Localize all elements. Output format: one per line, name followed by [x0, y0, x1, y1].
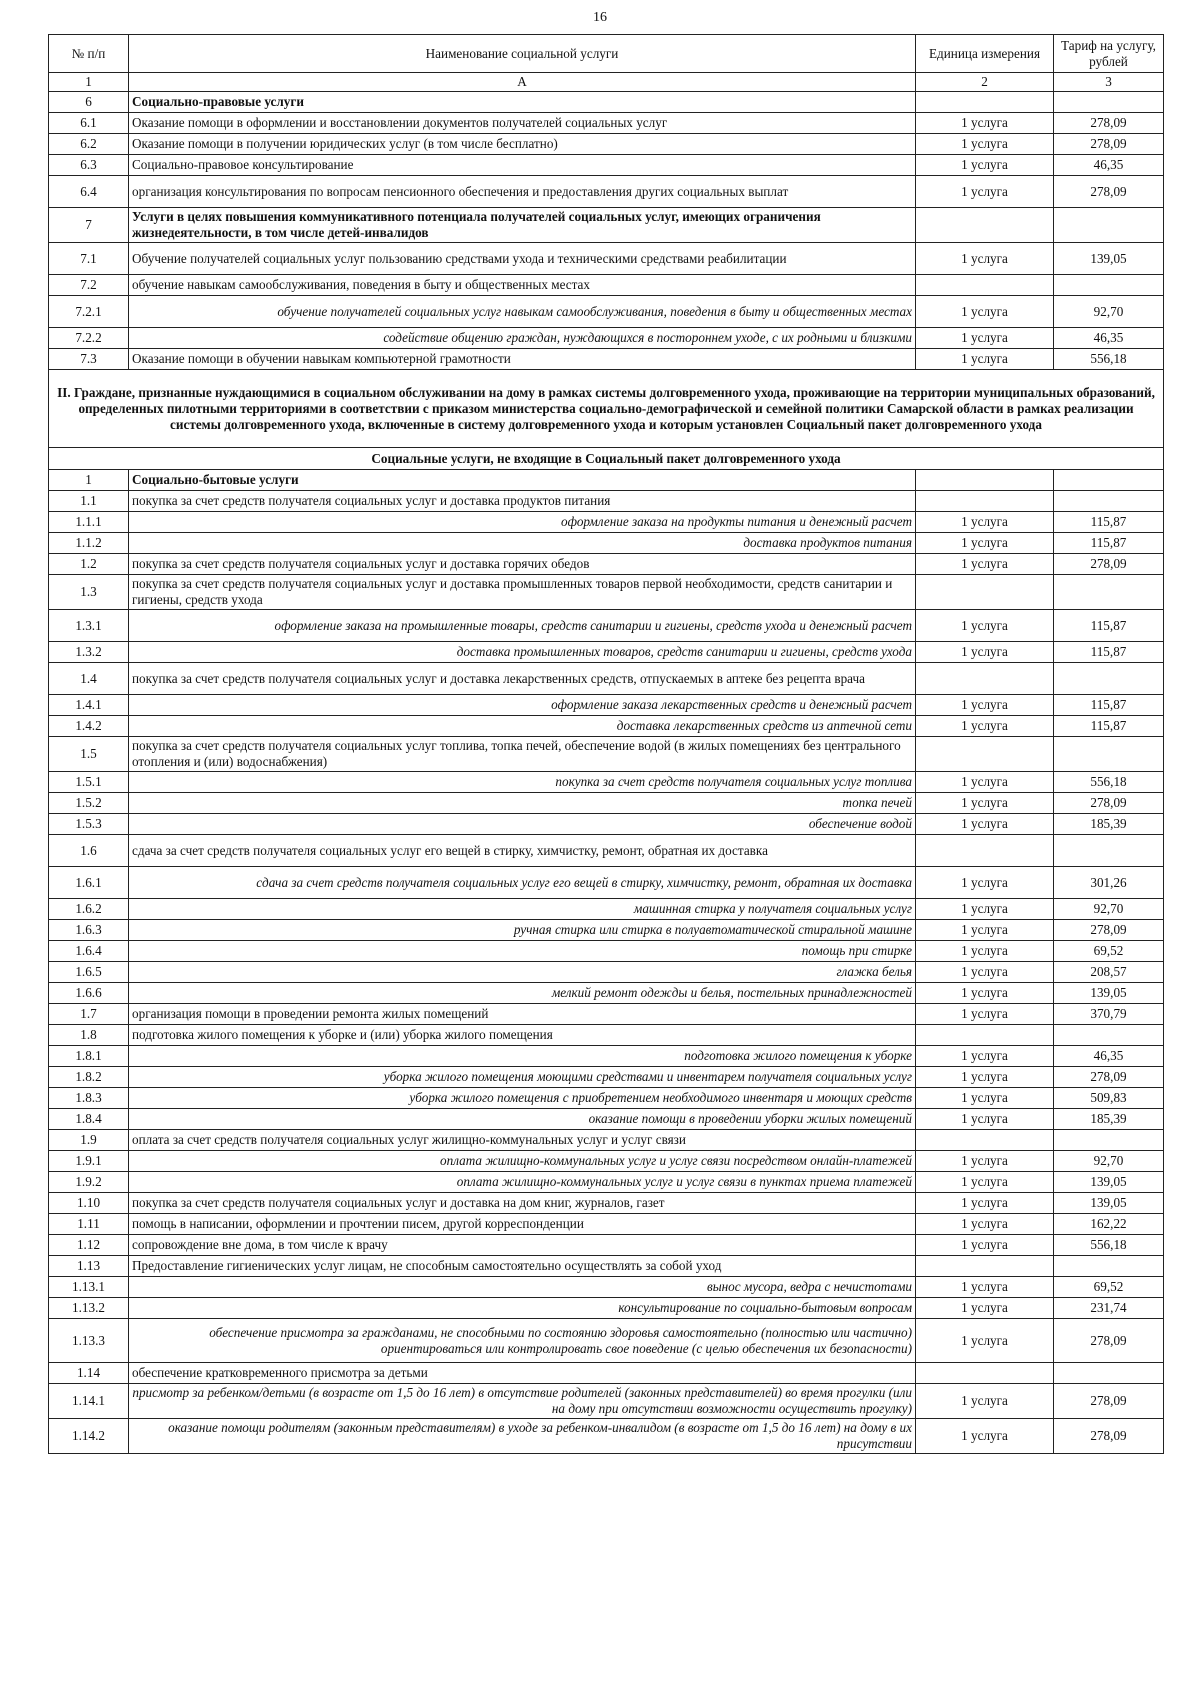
row-num: 1.3 [49, 575, 129, 610]
table-row [49, 328, 1164, 349]
row-num: 1.6.3 [49, 920, 129, 941]
row-name: обеспечение кратковременного присмотра за детьми [129, 1363, 916, 1384]
row-num: 7 [49, 208, 129, 243]
row-name: оплата жилищно-коммунальных услуг и услуг связи в пунктах приема платежей [129, 1172, 916, 1193]
row-num: 1.5 [49, 737, 129, 772]
table-row [49, 491, 1164, 512]
row-unit: 1 услуга [916, 1298, 1054, 1319]
row-tariff: 185,39 [1054, 1109, 1164, 1130]
table-row [49, 243, 1164, 275]
row-num: 1.8.4 [49, 1109, 129, 1130]
row-unit: 1 услуга [916, 1151, 1054, 1172]
row-tariff: 139,05 [1054, 1172, 1164, 1193]
table-row [49, 1109, 1164, 1130]
row-tariff: 556,18 [1054, 772, 1164, 793]
table-row [49, 695, 1164, 716]
table-row [49, 512, 1164, 533]
row-tariff: 115,87 [1054, 642, 1164, 663]
row-num: 1.14.2 [49, 1419, 129, 1454]
row-name: подготовка жилого помещения к уборке [129, 1046, 916, 1067]
table-header [49, 35, 1164, 92]
table-row [49, 737, 1164, 772]
table-row [49, 642, 1164, 663]
index-c2: А [129, 73, 916, 92]
row-num: 1.5.1 [49, 772, 129, 793]
row-tariff [1054, 663, 1164, 695]
table-row [49, 962, 1164, 983]
table-row [49, 1298, 1164, 1319]
row-num: 1.8.1 [49, 1046, 129, 1067]
table-row [49, 1151, 1164, 1172]
row-num: 1.4.1 [49, 695, 129, 716]
table-row [49, 1256, 1164, 1277]
table-row [49, 1235, 1164, 1256]
row-unit: 1 услуга [916, 793, 1054, 814]
row-name: оказание помощи в проведении уборки жилых помещений [129, 1109, 916, 1130]
row-name: вынос мусора, ведра с нечистотами [129, 1277, 916, 1298]
row-tariff [1054, 208, 1164, 243]
row-num: 7.3 [49, 349, 129, 370]
row-name: сдача за счет средств получателя социальных услуг его вещей в стирку, химчистку, ремонт, обратная их доставка [129, 867, 916, 899]
row-name: покупка за счет средств получателя социальных услуг и доставка на дом книг, журналов, газет [129, 1193, 916, 1214]
row-name: обеспечение водой [129, 814, 916, 835]
row-tariff: 556,18 [1054, 349, 1164, 370]
row-name: Социально-правовое консультирование [129, 155, 916, 176]
row-tariff [1054, 575, 1164, 610]
row-tariff: 278,09 [1054, 113, 1164, 134]
table-row [49, 793, 1164, 814]
row-num: 1.14.1 [49, 1384, 129, 1419]
row-num: 1.7 [49, 1004, 129, 1025]
row-name: покупка за счет средств получателя социальных услуг и доставка промышленных товаров первой необходимости, средств санитарии и гигиены, средств ухода [129, 575, 916, 610]
row-tariff [1054, 1363, 1164, 1384]
row-unit: 1 услуга [916, 296, 1054, 328]
row-tariff: 208,57 [1054, 962, 1164, 983]
row-num: 1.1.2 [49, 533, 129, 554]
row-name: подготовка жилого помещения к уборке и (или) уборка жилого помещения [129, 1025, 916, 1046]
row-name: присмотр за ребенком/детьми (в возрасте от 1,5 до 16 лет) в отсутствие родителей (законных представителей) во время прогулки (или на дому при отсутствии возможности осуществить прогулку) [129, 1384, 916, 1419]
row-tariff [1054, 1025, 1164, 1046]
row-name: покупка за счет средств получателя социальных услуг и доставка лекарственных средств, отпускаемых в аптеке без рецепта врача [129, 663, 916, 695]
row-tariff: 278,09 [1054, 554, 1164, 575]
row-unit: 1 услуга [916, 533, 1054, 554]
row-unit: 1 услуга [916, 983, 1054, 1004]
subsection-title: Социальные услуги, не входящие в Социальный пакет долговременного ухода [49, 448, 1164, 470]
row-name: доставка продуктов питания [129, 533, 916, 554]
row-num: 1.1 [49, 491, 129, 512]
row-unit: 1 услуга [916, 610, 1054, 642]
table-row [49, 716, 1164, 737]
row-num: 1.12 [49, 1235, 129, 1256]
row-tariff: 185,39 [1054, 814, 1164, 835]
row-name: помощь при стирке [129, 941, 916, 962]
row-name: сопровождение вне дома, в том числе к врачу [129, 1235, 916, 1256]
row-name: глажка белья [129, 962, 916, 983]
row-tariff: 301,26 [1054, 867, 1164, 899]
row-name: оформление заказа лекарственных средств и денежный расчет [129, 695, 916, 716]
row-name: оказание помощи родителям (законным представителям) в уходе за ребенком-инвалидом (в возрасте от 1,5 до 16 лет) на дому в их присутствии [129, 1419, 916, 1454]
table-row [49, 920, 1164, 941]
table-row [49, 1130, 1164, 1151]
row-tariff: 231,74 [1054, 1298, 1164, 1319]
row-num: 1.1.1 [49, 512, 129, 533]
row-num: 6.2 [49, 134, 129, 155]
row-tariff: 46,35 [1054, 1046, 1164, 1067]
row-tariff: 139,05 [1054, 243, 1164, 275]
row-tariff: 92,70 [1054, 296, 1164, 328]
table-row [49, 1025, 1164, 1046]
table-body-part1 [49, 92, 1164, 370]
row-unit: 1 услуга [916, 176, 1054, 208]
row-tariff: 115,87 [1054, 716, 1164, 737]
row-unit [916, 208, 1054, 243]
row-unit: 1 услуга [916, 155, 1054, 176]
row-num: 7.2.2 [49, 328, 129, 349]
row-tariff: 278,09 [1054, 1319, 1164, 1363]
row-name: оформление заказа на промышленные товары, средств санитарии и гигиены, средств ухода и денежный расчет [129, 610, 916, 642]
row-unit: 1 услуга [916, 349, 1054, 370]
row-tariff: 278,09 [1054, 1067, 1164, 1088]
row-num: 1.8.3 [49, 1088, 129, 1109]
table-row [49, 663, 1164, 695]
row-unit: 1 услуга [916, 899, 1054, 920]
row-tariff: 92,70 [1054, 1151, 1164, 1172]
row-num: 1.6.5 [49, 962, 129, 983]
row-name: покупка за счет средств получателя социальных услуг и доставка горячих обедов [129, 554, 916, 575]
row-unit [916, 1256, 1054, 1277]
row-name: обучение навыкам самообслуживания, поведения в быту и общественных местах [129, 275, 916, 296]
row-unit: 1 услуга [916, 1067, 1054, 1088]
row-num: 7.2 [49, 275, 129, 296]
row-unit [916, 575, 1054, 610]
table-row [49, 1363, 1164, 1384]
table-row [49, 1214, 1164, 1235]
row-tariff [1054, 835, 1164, 867]
row-name: уборка жилого помещения с приобретением необходимого инвентаря и моющих средств [129, 1088, 916, 1109]
row-unit [916, 1130, 1054, 1151]
row-name: доставка лекарственных средств из аптечной сети [129, 716, 916, 737]
table-row [49, 835, 1164, 867]
row-unit: 1 услуга [916, 962, 1054, 983]
row-name: обеспечение присмотра за гражданами, не способными по состоянию здоровья самостоятельно (полностью или частично) ориентироваться или контролировать свое поведение (с целью обеспечения их безопасности) [129, 1319, 916, 1363]
row-num: 6.3 [49, 155, 129, 176]
row-num: 1.5.3 [49, 814, 129, 835]
section-heading [49, 370, 1164, 470]
row-num: 6 [49, 92, 129, 113]
row-name: мелкий ремонт одежды и белья, постельных принадлежностей [129, 983, 916, 1004]
row-unit: 1 услуга [916, 554, 1054, 575]
table-row [49, 349, 1164, 370]
row-name: Услуги в целях повышения коммуникативного потенциала получателей социальных услуг, имеющих ограничения жизнедеятельности, в том числе детей-инвалидов [129, 208, 916, 243]
row-unit: 1 услуга [916, 1384, 1054, 1419]
row-name: организация помощи в проведении ремонта жилых помещений [129, 1004, 916, 1025]
row-num: 1.5.2 [49, 793, 129, 814]
row-num: 1.9 [49, 1130, 129, 1151]
row-unit: 1 услуга [916, 512, 1054, 533]
row-name: покупка за счет средств получателя социальных услуг топлива, топка печей, обеспечение водой (в жилых помещениях без центрального отопления и (или) водоснабжения) [129, 737, 916, 772]
row-name: оплата за счет средств получателя социальных услуг жилищно-коммунальных услуг и услуг связи [129, 1130, 916, 1151]
row-unit: 1 услуга [916, 814, 1054, 835]
table-row [49, 176, 1164, 208]
row-unit: 1 услуга [916, 1004, 1054, 1025]
table-row [49, 1319, 1164, 1363]
row-name: Оказание помощи в получении юридических услуг (в том числе бесплатно) [129, 134, 916, 155]
header-unit: Единица измерения [916, 35, 1054, 73]
table-row [49, 983, 1164, 1004]
row-unit: 1 услуга [916, 134, 1054, 155]
row-tariff: 278,09 [1054, 920, 1164, 941]
row-tariff: 92,70 [1054, 899, 1164, 920]
row-tariff: 278,09 [1054, 1384, 1164, 1419]
row-unit: 1 услуга [916, 695, 1054, 716]
table-row [49, 1384, 1164, 1419]
row-tariff: 115,87 [1054, 610, 1164, 642]
table-row [49, 575, 1164, 610]
row-num: 1.9.1 [49, 1151, 129, 1172]
table-row [49, 1277, 1164, 1298]
row-tariff [1054, 275, 1164, 296]
table-row [49, 1419, 1164, 1454]
table-row [49, 554, 1164, 575]
table-row [49, 941, 1164, 962]
table-row [49, 113, 1164, 134]
row-num: 6.4 [49, 176, 129, 208]
table-row [49, 1172, 1164, 1193]
row-name: покупка за счет средств получателя социальных услуг топлива [129, 772, 916, 793]
row-name: помощь в написании, оформлении и прочтении писем, другой корреспонденции [129, 1214, 916, 1235]
row-unit: 1 услуга [916, 867, 1054, 899]
row-tariff: 139,05 [1054, 983, 1164, 1004]
row-num: 7.2.1 [49, 296, 129, 328]
table-body-part2 [49, 470, 1164, 1454]
row-tariff: 46,35 [1054, 155, 1164, 176]
row-unit: 1 услуга [916, 1193, 1054, 1214]
tariff-table [48, 34, 1164, 1454]
row-tariff: 556,18 [1054, 1235, 1164, 1256]
row-unit: 1 услуга [916, 243, 1054, 275]
row-tariff [1054, 1130, 1164, 1151]
row-name: Оказание помощи в оформлении и восстановлении документов получателей социальных услуг [129, 113, 916, 134]
row-num: 1.13.3 [49, 1319, 129, 1363]
row-name: консультирование по социально-бытовым вопросам [129, 1298, 916, 1319]
table-row [49, 275, 1164, 296]
row-unit: 1 услуга [916, 1172, 1054, 1193]
row-unit: 1 услуга [916, 328, 1054, 349]
table-row [49, 533, 1164, 554]
row-num: 1.6.6 [49, 983, 129, 1004]
row-unit [916, 470, 1054, 491]
row-num: 1.10 [49, 1193, 129, 1214]
row-tariff [1054, 1256, 1164, 1277]
index-c1: 1 [49, 73, 129, 92]
section-title: II. Граждане, признанные нуждающимися в социальном обслуживании на дому в рамках системы долговременного ухода, проживающие на территории муниципальных образований, определенных пилотными территориями в соответствии с приказом министерства социально-демографической и семейной политики Самарской области в рамках реализации системы долговременного ухода, включенные в систему долговременного ухода и которым установлен Социальный пакет долговременного ухода [49, 370, 1164, 448]
row-name: Предоставление гигиенических услуг лицам, не способным самостоятельно осуществлять за собой уход [129, 1256, 916, 1277]
row-name: ручная стирка или стирка в полуавтоматической стиральной машине [129, 920, 916, 941]
table-row [49, 867, 1164, 899]
row-unit: 1 услуга [916, 1319, 1054, 1363]
row-name: машинная стирка у получателя социальных услуг [129, 899, 916, 920]
row-name: Оказание помощи в обучении навыкам компьютерной грамотности [129, 349, 916, 370]
row-num: 1.13.2 [49, 1298, 129, 1319]
page-number: 16 [593, 10, 607, 25]
row-name: покупка за счет средств получателя социальных услуг и доставка продуктов питания [129, 491, 916, 512]
header-num: № п/п [49, 35, 129, 73]
row-name: организация консультирования по вопросам пенсионного обеспечения и предоставления других социальных выплат [129, 176, 916, 208]
row-name: доставка промышленных товаров, средств санитарии и гигиены, средств ухода [129, 642, 916, 663]
row-unit: 1 услуга [916, 941, 1054, 962]
row-num: 1.9.2 [49, 1172, 129, 1193]
row-name: Обучение получателей социальных услуг пользованию средствами ухода и техническими средствами реабилитации [129, 243, 916, 275]
row-num: 1.2 [49, 554, 129, 575]
row-num: 1.6.2 [49, 899, 129, 920]
row-num: 1.8 [49, 1025, 129, 1046]
table-row [49, 814, 1164, 835]
row-num: 6.1 [49, 113, 129, 134]
row-unit [916, 663, 1054, 695]
row-tariff: 69,52 [1054, 941, 1164, 962]
row-num: 1.8.2 [49, 1067, 129, 1088]
row-num: 1.4.2 [49, 716, 129, 737]
row-unit: 1 услуга [916, 1214, 1054, 1235]
row-tariff: 278,09 [1054, 793, 1164, 814]
row-tariff: 162,22 [1054, 1214, 1164, 1235]
row-unit: 1 услуга [916, 716, 1054, 737]
row-num: 1.6 [49, 835, 129, 867]
row-unit: 1 услуга [916, 113, 1054, 134]
row-tariff: 46,35 [1054, 328, 1164, 349]
table-row [49, 92, 1164, 113]
row-name: сдача за счет средств получателя социальных услуг его вещей в стирку, химчистку, ремонт, обратная их доставка [129, 835, 916, 867]
row-num: 1.13 [49, 1256, 129, 1277]
row-unit [916, 275, 1054, 296]
row-name: содействие общению граждан, нуждающихся в постороннем уходе, с их родными и близкими [129, 328, 916, 349]
row-name: оформление заказа на продукты питания и денежный расчет [129, 512, 916, 533]
row-num: 1.6.1 [49, 867, 129, 899]
row-unit [916, 1363, 1054, 1384]
table-row [49, 296, 1164, 328]
row-num: 1.11 [49, 1214, 129, 1235]
row-name: обучение получателей социальных услуг навыкам самообслуживания, поведения в быту и общественных местах [129, 296, 916, 328]
row-tariff: 115,87 [1054, 695, 1164, 716]
header-name: Наименование социальной услуги [129, 35, 916, 73]
table-row [49, 1046, 1164, 1067]
row-num: 1.3.1 [49, 610, 129, 642]
row-name: Социально-правовые услуги [129, 92, 916, 113]
row-tariff [1054, 491, 1164, 512]
row-unit [916, 92, 1054, 113]
row-tariff: 278,09 [1054, 1419, 1164, 1454]
row-unit: 1 услуга [916, 1046, 1054, 1067]
row-tariff: 370,79 [1054, 1004, 1164, 1025]
index-c3: 2 [916, 73, 1054, 92]
row-unit: 1 услуга [916, 1277, 1054, 1298]
row-tariff [1054, 92, 1164, 113]
row-name: Социально-бытовые услуги [129, 470, 916, 491]
table-row [49, 155, 1164, 176]
row-unit: 1 услуга [916, 642, 1054, 663]
row-unit [916, 491, 1054, 512]
table-row [49, 208, 1164, 243]
row-unit [916, 737, 1054, 772]
row-tariff: 509,83 [1054, 1088, 1164, 1109]
row-tariff: 139,05 [1054, 1193, 1164, 1214]
header-tariff: Тариф на услугу, рублей [1054, 35, 1164, 73]
row-unit: 1 услуга [916, 772, 1054, 793]
row-num: 7.1 [49, 243, 129, 275]
row-unit: 1 услуга [916, 1235, 1054, 1256]
table-row [49, 134, 1164, 155]
row-tariff: 115,87 [1054, 512, 1164, 533]
table-row [49, 610, 1164, 642]
row-num: 1.3.2 [49, 642, 129, 663]
table-row [49, 1004, 1164, 1025]
table-row [49, 899, 1164, 920]
table-row [49, 470, 1164, 491]
row-tariff: 115,87 [1054, 533, 1164, 554]
index-c4: 3 [1054, 73, 1164, 92]
row-tariff: 69,52 [1054, 1277, 1164, 1298]
row-num: 1.6.4 [49, 941, 129, 962]
row-unit: 1 услуга [916, 1109, 1054, 1130]
row-num: 1.13.1 [49, 1277, 129, 1298]
row-name: уборка жилого помещения моющими средствами и инвентарем получателя социальных услуг [129, 1067, 916, 1088]
row-num: 1.4 [49, 663, 129, 695]
table-row [49, 1088, 1164, 1109]
row-num: 1 [49, 470, 129, 491]
row-tariff [1054, 737, 1164, 772]
table-row [49, 1067, 1164, 1088]
table-row [49, 772, 1164, 793]
row-tariff: 278,09 [1054, 134, 1164, 155]
row-num: 1.14 [49, 1363, 129, 1384]
row-unit [916, 835, 1054, 867]
table-row [49, 1193, 1164, 1214]
row-tariff: 278,09 [1054, 176, 1164, 208]
row-name: топка печей [129, 793, 916, 814]
row-unit [916, 1025, 1054, 1046]
row-unit: 1 услуга [916, 920, 1054, 941]
row-tariff [1054, 470, 1164, 491]
row-name: оплата жилищно-коммунальных услуг и услуг связи посредством онлайн-платежей [129, 1151, 916, 1172]
row-unit: 1 услуга [916, 1088, 1054, 1109]
row-unit: 1 услуга [916, 1419, 1054, 1454]
